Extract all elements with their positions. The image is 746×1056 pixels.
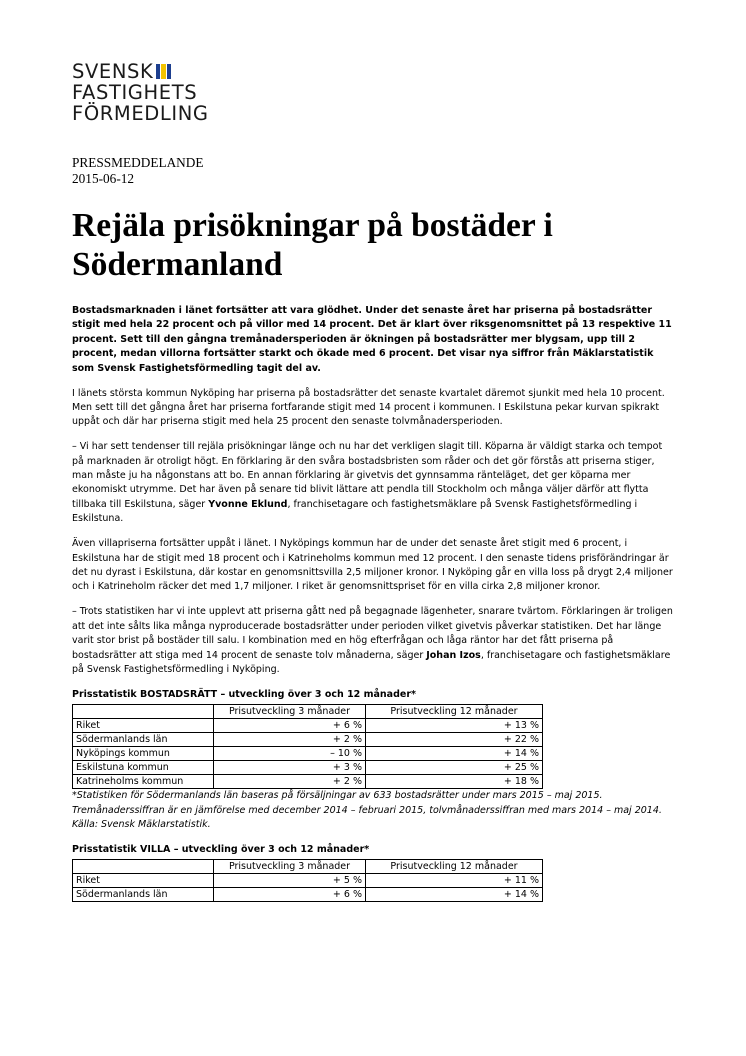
table-row [73, 874, 543, 888]
article-body [72, 304, 673, 902]
change-3m-cell: + 2 % [214, 775, 366, 789]
footnote: *Statistiken för Södermanlands län baseras på försäljningar av 633 bostadsrätter under mars 2015 – maj 2015. Tremånaderssiffran är en jämförelse med december 2014 – februari 2015, tolvmånaderssiffran med mars 2014 – maj 2014. Källa: Svensk Mäklarstatistik. [72, 790, 662, 831]
table-header-cell: Prisutveckling 12 månader [366, 705, 543, 719]
press-header [72, 155, 204, 187]
region-cell: Riket [73, 874, 214, 888]
page-title: Rejäla prisökningar på bostäder i Södermanland [72, 207, 553, 283]
table-row [73, 761, 543, 775]
paragraph-villa-prices: Även villapriserna fortsätter uppåt i länet. I Nyköpings kommun har de under det senaste året stigit med 6 procent, i Eskilstuna har de stigit med 18 procent och i Katrineholms kommun med 12 procent. I den senaste tidens prisförändringar är det nu dyrast i Eskilstuna, där kostar en genomsnittsvilla 2,5 miljoner kronor. I Nyköping går en villa loss på drygt 2,4 miljoner och i Katrineholm räcker det med 1,7 miljoner. I riket är genomsnittspriset för en villa cirka 2,8 miljoner kronor. [72, 538, 673, 593]
change-12m-cell: + 18 % [366, 775, 543, 789]
quote-text: – Trots statistiken har vi inte upplevt att priserna gått ned på begagnade lägenheter, snarare tvärtom. Förklaringen är troligen att det inte sålts lika många nyproducerade bostadsrätter under perioden vilket givetvis påverkar statistiken. Det har länge varit stor brist på bostäder till salu. I kombination med en hög efterfrågan och låga räntor har det fått priserna på bostadsrätter att stiga med 14 procent de senaste tolv månaderna, säger [72, 606, 673, 661]
table-header-cell: Prisutveckling 3 månader [214, 860, 366, 874]
table-bostadsratt-title: Prisstatistik BOSTADSRÄTT – utveckling över 3 och 12 månader* [72, 688, 416, 700]
table-row [73, 747, 543, 761]
press-date: 2015-06-12 [72, 171, 135, 186]
table-villa [72, 859, 543, 902]
table-header-cell: Prisutveckling 12 månader [366, 860, 543, 874]
table-row [73, 775, 543, 789]
table-header-row [73, 860, 543, 874]
change-3m-cell: + 2 % [214, 733, 366, 747]
change-12m-cell: + 11 % [366, 874, 543, 888]
table-header-cell: Prisutveckling 3 månader [214, 705, 366, 719]
region-cell: Nyköpings kommun [73, 747, 214, 761]
press-label: PRESSMEDDELANDE [72, 155, 204, 170]
logo-line-2: FASTIGHETS [72, 81, 198, 104]
table-row [73, 888, 543, 902]
paragraph-nykoping: I länets största kommun Nyköping har priserna på bostadsrätter det senaste kvartalet däremot sjunkit med hela 10 procent. Men sett till det gångna året har priserna fortfarande stigit med 14 procent i kommunen. I Eskilstuna pekar kurvan spikrakt uppåt och där har priserna stigit med hela 25 procent den senaste tolvmånadersperioden. [72, 387, 665, 428]
region-cell: Eskilstuna kommun [73, 761, 214, 775]
change-3m-cell: + 5 % [214, 874, 366, 888]
table-header-cell [73, 705, 214, 719]
swedish-flag-icon [156, 64, 172, 79]
quote-tail: , franchisetagare och fastighetsmäklare på Svensk Fastighetsförmedling i Nyköping. [72, 649, 671, 675]
region-cell: Katrineholms kommun [73, 775, 214, 789]
table-header-cell [73, 860, 214, 874]
change-12m-cell: + 22 % [366, 733, 543, 747]
quote-person-name: Yvonne Eklund [208, 498, 288, 510]
change-12m-cell: + 25 % [366, 761, 543, 775]
region-cell: Södermanlands län [73, 733, 214, 747]
region-cell: Riket [73, 719, 214, 733]
table-row [73, 733, 543, 747]
change-3m-cell: + 6 % [214, 719, 366, 733]
change-3m-cell: – 10 % [214, 747, 366, 761]
lead-paragraph: Bostadsmarknaden i länet fortsätter att vara glödhet. Under det senaste året har priserna på bostadsrätter stigit med hela 22 procent och på villor med 14 procent. Det är klart över riksgenomsnittet på 13 respektive 11 procent. Sett till den gångna tremånadersperioden är ökningen på bostadsrätter mer blygsam, upp till 2 procent, medan villorna fortsätter starkt och ökade med 6 procent. Det visar nya siffror från Mäklarstatistik som Svensk Fastighetsförmedling tagit del av. [72, 305, 672, 374]
quote-person-name: Johan Izos [426, 649, 481, 661]
company-logo [72, 61, 209, 124]
table-row [73, 719, 543, 733]
table-villa-title: Prisstatistik VILLA – utveckling över 3 och 12 månader* [72, 843, 370, 855]
change-3m-cell: + 3 % [214, 761, 366, 775]
logo-line-1: SVENSK [72, 60, 154, 83]
table-header-row [73, 705, 543, 719]
paragraph-quote-eklund [72, 440, 673, 526]
quote-text: – Vi har sett tendenser till rejäla prisökningar länge och nu har det verkligen slagit till. Köparna är väldigt starka och tempot på marknaden är otroligt högt. En förklaring är den svåra bostadsbristen som råder och det gör förstås att priserna stiger, man måste ju ha någonstans att bo. En annan förklaring är givetvis det gynnsamma ränteläget, det ger köparna mer ekonomiskt utrymme. Det har även på senare tid blivit lättare att pendla till Stockholm och många väljer därför att flytta tillbaka till Eskilstuna, säger [72, 441, 663, 510]
change-3m-cell: + 6 % [214, 888, 366, 902]
logo-line-3: FÖRMEDLING [72, 102, 209, 125]
region-cell: Södermanlands län [73, 888, 214, 902]
change-12m-cell: + 14 % [366, 747, 543, 761]
change-12m-cell: + 13 % [366, 719, 543, 733]
table-bostadsratt [72, 704, 543, 789]
change-12m-cell: + 14 % [366, 888, 543, 902]
paragraph-quote-izos [72, 605, 673, 677]
quote-tail: , franchisetagare och fastighetsmäklare på Svensk Fastighetsförmedling i Eskilstuna. [72, 498, 638, 525]
